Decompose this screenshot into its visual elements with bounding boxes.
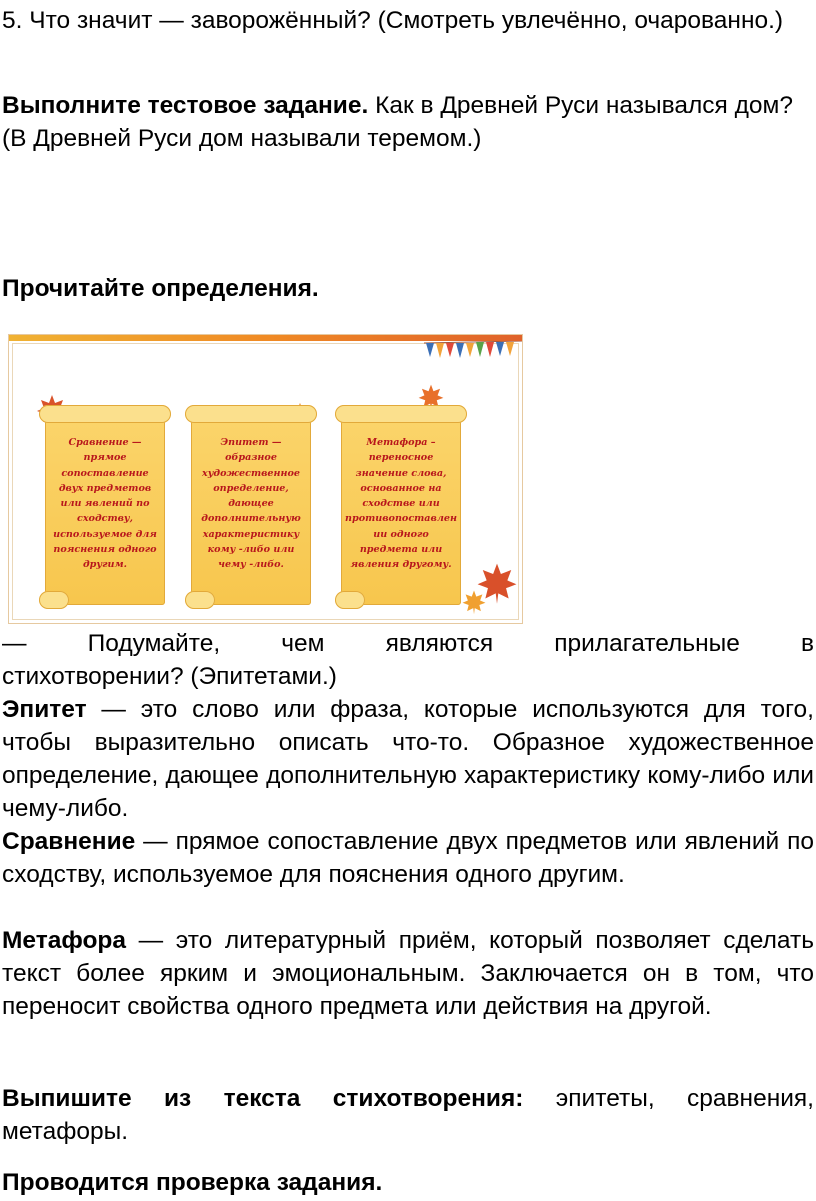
test-task-paragraph — [2, 89, 814, 155]
scroll-text: Эпитет — образное художественное определение, дающее дополнительную характеристику кому -либо или чему -либо. — [201, 437, 301, 571]
test-task-heading: Выполните тестовое задание. — [2, 92, 369, 119]
check-heading — [2, 1166, 814, 1199]
scroll-epithet — [185, 405, 317, 605]
definitions-slide-image — [8, 334, 523, 624]
definition-metaphor: Метафора — это литературный приём, который позволяет сделать текст более ярким и эмоциональным. Заключается он в том, что переносит свойства одного предмета или действия на другой. — [2, 927, 814, 1020]
think-question-line-2: стихотворении? (Эпитетами.) — [2, 663, 337, 690]
definition-comparison: Сравнение — прямое сопоставление двух предметов или явлений по сходству, используемое для пояснения одного другим. — [2, 828, 814, 888]
bunting-decoration — [424, 341, 522, 363]
scroll-text: Сравнение — прямое сопоставление двух предметов или явлений по сходству, используемое для пояснения одного другим. — [53, 437, 157, 571]
term-comparison: Сравнение — [2, 828, 136, 855]
scroll-metaphor — [335, 405, 467, 605]
scroll-text: Метафора – переносное значение слова, основанное на сходстве или противопоставлен ии одного предмета или явления другому. — [345, 437, 457, 571]
think-question-line-1: — Подумайте, чем являются прилагательные в — [2, 630, 814, 657]
read-definitions-heading — [2, 272, 814, 305]
write-out-task: Выпишите из текста стихотворения: эпитеты, сравнения, метафоры. — [2, 1085, 814, 1145]
check-label: Проводится проверка задания. — [2, 1169, 383, 1196]
scroll-comparison — [39, 405, 171, 605]
question-5: 5. Что значит — заворожённый? (Смотреть увлечённо, очарованно.) — [2, 7, 784, 34]
term-epithet: Эпитет — [2, 696, 87, 723]
definition-epithet: Эпитет — это слово или фраза, которые используются для того, чтобы выразительно описать что-то. Образное художественное определение, дающее дополнительную характеристику кому-либо или чему-либо. — [2, 696, 814, 822]
read-definitions-label: Прочитайте определения. — [2, 275, 319, 302]
write-out-heading: Выпишите из текста стихотворения: — [2, 1085, 524, 1112]
term-metaphor: Метафора — [2, 927, 127, 954]
test-task-text: Как в Древней Руси назывался дом? (В Древней Руси дом называли теремом.) — [2, 92, 793, 152]
